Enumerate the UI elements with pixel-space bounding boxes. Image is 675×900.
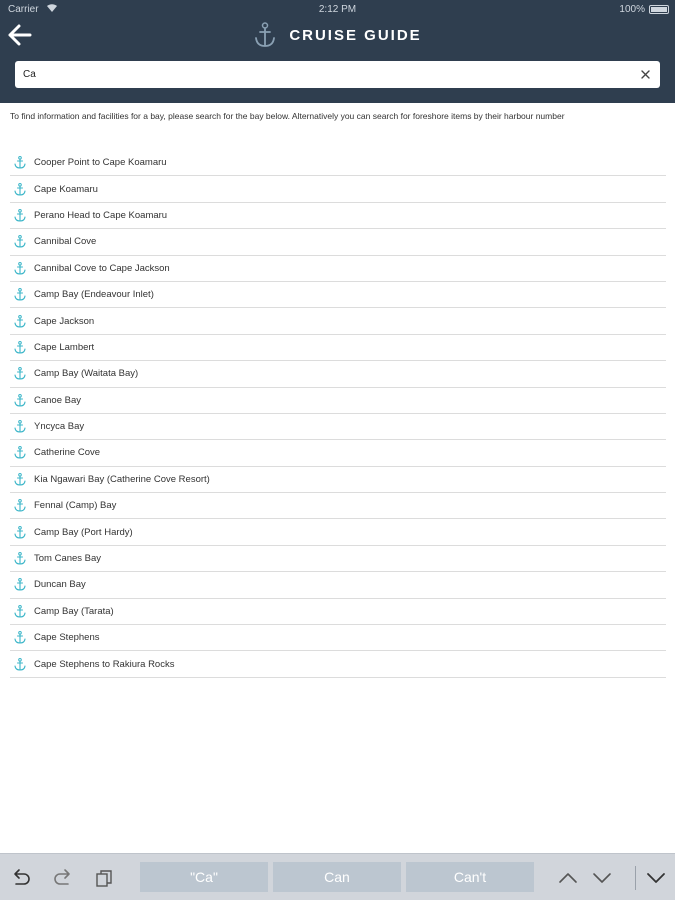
list-item[interactable] xyxy=(10,256,666,282)
anchor-icon xyxy=(14,183,26,196)
toolbar-divider xyxy=(635,866,636,890)
results-list xyxy=(10,150,666,678)
list-item-label: Cape Stephens to Rakiura Rocks xyxy=(34,658,175,670)
anchor-icon xyxy=(14,526,26,539)
suggestion-2[interactable]: Can xyxy=(273,862,401,892)
anchor-icon xyxy=(14,341,26,354)
list-item[interactable] xyxy=(10,176,666,202)
anchor-icon xyxy=(14,156,26,169)
anchor-icon xyxy=(14,367,26,380)
list-item-label: Canoe Bay xyxy=(34,394,82,406)
anchor-icon xyxy=(14,658,26,671)
status-time: 2:12 PM xyxy=(318,4,357,15)
list-item[interactable] xyxy=(10,651,666,677)
list-item-label: Kia Ngawari Bay (Catherine Cove Resort) xyxy=(34,473,210,485)
list-item-label: Cape Jackson xyxy=(34,315,95,327)
list-item-label: Duncan Bay xyxy=(34,579,86,591)
anchor-icon xyxy=(14,315,26,328)
list-item-label: Cape Stephens xyxy=(34,632,100,644)
list-item[interactable] xyxy=(10,625,666,651)
list-item-label: Yncyca Bay xyxy=(34,421,85,433)
carrier-label: Carrier xyxy=(8,4,39,15)
anchor-icon xyxy=(14,631,26,644)
list-item[interactable] xyxy=(10,493,666,519)
redo-icon[interactable] xyxy=(52,868,74,888)
list-item[interactable] xyxy=(10,361,666,387)
anchor-icon xyxy=(14,235,26,248)
search-bar xyxy=(15,61,660,88)
clipboard-icon[interactable] xyxy=(93,868,115,888)
keyboard-toolbar xyxy=(0,853,675,900)
list-item-label: Camp Bay (Port Hardy) xyxy=(34,526,133,538)
search-input[interactable] xyxy=(23,61,633,88)
chevron-down-icon[interactable] xyxy=(591,868,613,888)
anchor-icon xyxy=(14,552,26,565)
anchor-icon xyxy=(14,446,26,459)
anchor-icon xyxy=(14,420,26,433)
anchor-icon xyxy=(14,288,26,301)
list-item[interactable] xyxy=(10,440,666,466)
list-item-label: Cannibal Cove xyxy=(34,236,97,248)
anchor-icon xyxy=(14,394,26,407)
anchor-icon xyxy=(14,578,26,591)
list-item[interactable] xyxy=(10,308,666,334)
list-item[interactable] xyxy=(10,203,666,229)
undo-icon[interactable] xyxy=(10,868,32,888)
anchor-icon xyxy=(14,209,26,222)
dismiss-keyboard-icon[interactable] xyxy=(645,868,667,888)
page-title: CRUISE GUIDE xyxy=(289,26,422,44)
list-item-label: Cannibal Cove to Cape Jackson xyxy=(34,262,170,274)
list-item[interactable] xyxy=(10,519,666,545)
anchor-icon xyxy=(14,605,26,618)
list-item-label: Camp Bay (Endeavour Inlet) xyxy=(34,289,154,301)
list-item[interactable] xyxy=(10,150,666,176)
list-item[interactable] xyxy=(10,335,666,361)
list-item-label: Perano Head to Cape Koamaru xyxy=(34,209,168,221)
search-instructions: To find information and facilities for a bay, please search for the bay below. Alternatively you can search for foreshore items by their harbour number xyxy=(10,111,565,121)
list-item[interactable] xyxy=(10,546,666,572)
anchor-logo-icon xyxy=(253,22,277,48)
suggestion-1[interactable]: "Ca" xyxy=(140,862,268,892)
list-item-label: Fennal (Camp) Bay xyxy=(34,500,117,512)
list-item-label: Cape Lambert xyxy=(34,341,95,353)
clear-search-icon[interactable] xyxy=(639,68,652,81)
anchor-icon xyxy=(14,473,26,486)
anchor-icon xyxy=(14,262,26,275)
list-item[interactable] xyxy=(10,467,666,493)
list-item-label: Camp Bay (Tarata) xyxy=(34,605,114,617)
list-item[interactable] xyxy=(10,282,666,308)
list-item[interactable] xyxy=(10,229,666,255)
chevron-up-icon[interactable] xyxy=(557,868,579,888)
suggestion-3[interactable]: Can't xyxy=(406,862,534,892)
app-header xyxy=(0,0,675,103)
battery-percent: 100% xyxy=(619,4,645,15)
list-item-label: Tom Canes Bay xyxy=(34,553,102,565)
list-item[interactable] xyxy=(10,599,666,625)
list-item-label: Cape Koamaru xyxy=(34,183,98,195)
list-item-label: Catherine Cove xyxy=(34,447,101,459)
battery-icon xyxy=(649,5,669,14)
header-title-group xyxy=(0,20,675,50)
status-bar xyxy=(0,0,675,18)
list-item[interactable] xyxy=(10,388,666,414)
list-item-label: Cooper Point to Cape Koamaru xyxy=(34,157,167,169)
anchor-icon xyxy=(14,499,26,512)
list-item[interactable] xyxy=(10,572,666,598)
list-item[interactable] xyxy=(10,414,666,440)
list-item-label: Camp Bay (Waitata Bay) xyxy=(34,368,139,380)
